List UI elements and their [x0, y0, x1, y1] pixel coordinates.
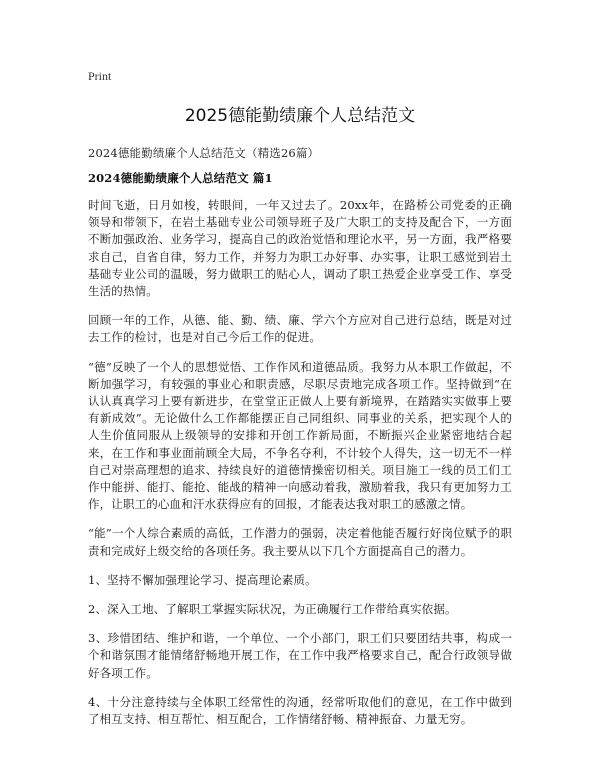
- list-item-3: 3、珍惜团结、维护和谐，一个单位、一个小部门，职工们只要团结共事，构成一个和谐氛围才能情绪舒畅地开展工作，在工作中我严格要求自己，配合行政领导做好各项工作。: [88, 631, 512, 680]
- page-title: 2025德能勤绩廉个人总结范文: [184, 106, 416, 126]
- list-item-2: 2、深入工地、了解职工掌握实际状况，为正确履行工作带给真实依据。: [88, 602, 457, 617]
- paragraph-de: “德”反映了一个人的思想觉悟、工作作风和道德品质。我努力从本职工作做起，不断加强学习，有较强的事业心和职责感，尽职尽责地完成各项工作。坚持做到“在认认真真学习上要有新进步，在堂堂正正做人上要有新境界，在踏踏实实做事上要有新成效”。无论做什么工作都能摆正自己同组织、同事业的关系，把实现个人的人生价值同服从上级领导的安排和开创工作新局面，不断振兴企业紧密地结合起来，在工作和事业面前顾全大局，不争名夺利，不计较个人得失，这一切无不一样自己对崇高理想的追求、持续良好的道德情操密切相关。项目施工一线的员工们工作中能拼、能打、能抢、能战的精神一向感动着我，激励着我，我只有更加努力工作，让职工的心血和汗水获得应有的回报，才能表达我对职工的感激之情。: [88, 359, 512, 512]
- list-item-1: 1、坚持不懈加强理论学习、提高理论素质。: [88, 572, 317, 587]
- document-subtitle: 2024德能勤绩廉个人总结范文（精选26篇）: [88, 146, 320, 160]
- paragraph-intro: 时间飞逝，日月如梭，转眼间，一年又过去了。20xx年，在路桥公司党委的正确领导和带领下，在岩土基础专业公司领导班子及广大职工的支持及配合下，一方面不断加强政治、业务学习，提高自己的政治觉悟和理论水平，另一方面，我严格要求自己，自省自律，努力工作，并努力为职工办好事、办实事，让职工感觉到岩土基础专业公司的温暖，努力做职工的贴心人，调动了职工热爱企业享受工作、享受生活的热情。: [88, 198, 512, 299]
- section-heading: 2024德能勤绩廉个人总结范文 篇1: [88, 171, 273, 185]
- paragraph-neng: “能”一个人综合素质的高低，工作潜力的强弱，决定着他能否履行好岗位赋予的职责和完成好上级交给的各项任务。我主要从以下几个方面提高自己的潜力。: [88, 526, 512, 558]
- list-item-4: 4、十分注意持续与全体职工经常性的沟通，经常听取他们的意见，在工作中做到了相互支持、相互帮忙、相互配合，工作情绪舒畅、精神振奋、力量无穷。: [88, 694, 512, 727]
- document-page: [88, 68, 512, 740]
- paragraph-review: 回顾一年的工作，从德、能、勤、绩、廉、学六个方应对自己进行总结，既是对过去工作的检讨，也是对自己今后工作的促进。: [88, 313, 512, 345]
- print-label[interactable]: Print: [88, 69, 112, 83]
